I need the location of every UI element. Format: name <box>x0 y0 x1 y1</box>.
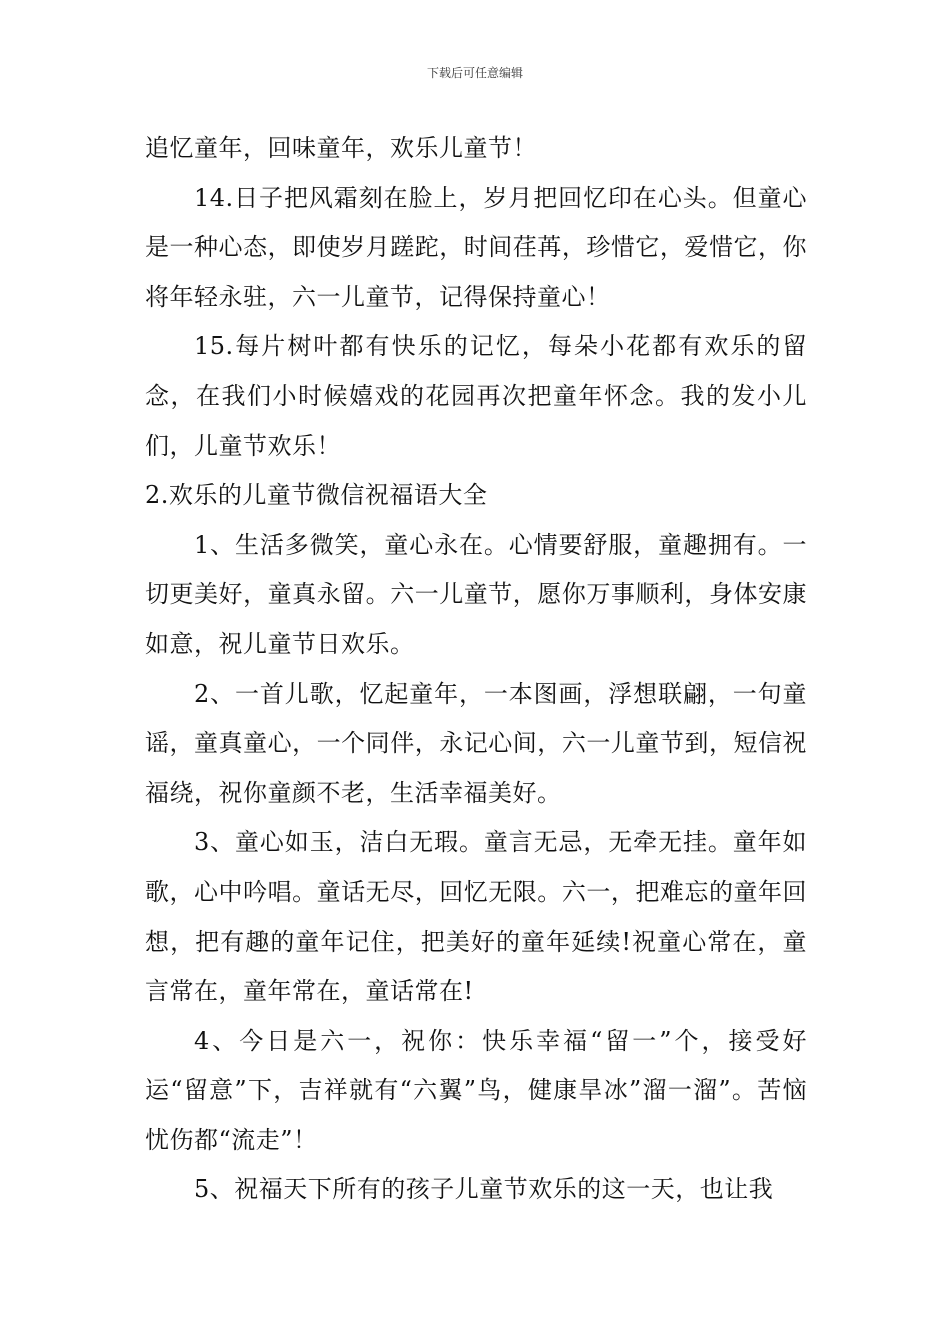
paragraph-item-2: 2、一首儿歌，忆起童年，一本图画，浮想联翩，一句童谣，童真童心，一个同伴，永记心间，六一儿童节到，短信祝福绕，祝你童颜不老，生活幸福美好。 <box>145 679 807 807</box>
section-heading: 2.欢乐的儿童节微信祝福语大全 <box>145 481 488 510</box>
paragraph-continued: 追忆童年，回味童年，欢乐儿童节！ <box>145 134 537 162</box>
paragraph-item-3: 3、童心如玉，洁白无瑕。童言无忌，无牵无挂。童年如歌，心中吟唱。童话无尽，回忆无限。六一，把难忘的童年回想，把有趣的童年记住，把美好的童年延续!祝童心常在，童言常在，童年常在，童话常在! <box>145 828 807 1006</box>
paragraph-item-1: 1、生活多微笑，童心永在。心情要舒服，童趣拥有。一切更美好，童真永留。六一儿童节，愿你万事顺利，身体安康如意，祝儿童节日欢乐。 <box>145 530 807 658</box>
paragraph-item-5: 5、祝福天下所有的孩子儿童节欢乐的这一天，也让我 <box>194 1175 774 1204</box>
paragraph-item-4: 4、今日是六一，祝你：快乐幸福“留一”个，接受好运“留意”下，吉祥就有“六翼”鸟，健康旱冰”溜一溜”。苦恼忧伤都“流走”！ <box>145 1026 807 1154</box>
paragraph-14: 14.日子把风霜刻在脸上，岁月把回忆印在心头。但童心是一种心态，即使岁月蹉跎，时间荏苒，珍惜它，爱惜它，你将年轻永驻，六一儿童节，记得保持童心！ <box>145 183 807 311</box>
page-header: 下载后可任意编辑 <box>426 66 523 80</box>
document-body <box>145 124 807 1215</box>
paragraph-15: 15.每片树叶都有快乐的记忆，每朵小花都有欢乐的留念，在我们小时候嬉戏的花园再次把童年怀念。我的发小儿们，儿童节欢乐！ <box>145 332 807 460</box>
